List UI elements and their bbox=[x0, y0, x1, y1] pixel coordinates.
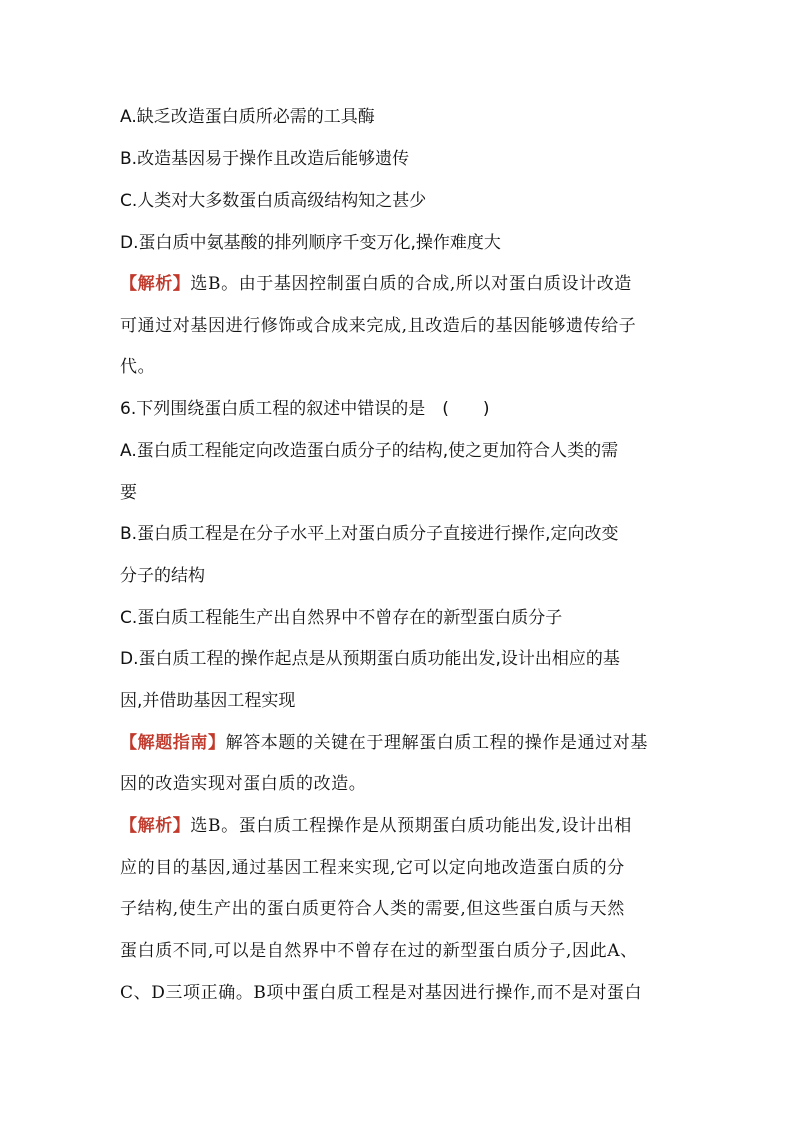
prev-option-c: C.人类对大多数蛋白质高级结构知之甚少 bbox=[120, 191, 427, 211]
prev-analysis-line-3: 代。 bbox=[120, 357, 156, 377]
analysis-tag: 【解析】 bbox=[120, 274, 191, 294]
q6-option-a-line-1: A.蛋白质工程能定向改造蛋白质分子的结构,使之更加符合人类的需 bbox=[120, 441, 619, 461]
q6-analysis-line-1 bbox=[120, 815, 676, 837]
q6-option-d-line-1: D.蛋白质工程的操作起点是从预期蛋白质功能出发,设计出相应的基 bbox=[120, 649, 620, 669]
prev-option-d: D.蛋白质中氨基酸的排列顺序千变万化,操作难度大 bbox=[120, 233, 501, 253]
q6-analysis-line-3: 子结构,使生产出的蛋白质更符合人类的需要,但这些蛋白质与天然 bbox=[120, 899, 625, 919]
q6-guide-text-1: 解答本题的关键在于理解蛋白质工程的操作是通过对基 bbox=[225, 733, 649, 753]
q6-option-d-line-2: 因,并借助基因工程实现 bbox=[120, 691, 296, 711]
q6-guide-line-2: 因的改造实现对蛋白质的改造。 bbox=[120, 774, 367, 794]
prev-analysis-line-1 bbox=[120, 273, 676, 295]
q6-option-b-line-1: B.蛋白质工程是在分子水平上对蛋白质分子直接进行操作,定向改变 bbox=[120, 524, 619, 544]
q6-analysis-line-2: 应的目的基因,通过基因工程来实现,它可以定向地改造蛋白质的分 bbox=[120, 858, 625, 878]
q6-option-b-line-2: 分子的结构 bbox=[120, 566, 205, 586]
q6-option-a-line-2: 要 bbox=[120, 483, 137, 503]
prev-analysis-text-1: 选B。由于基因控制蛋白质的合成,所以对蛋白质设计改造 bbox=[190, 274, 632, 294]
q6-analysis-line-4: 蛋白质不同,可以是自然界中不曾存在过的新型蛋白质分子,因此A、 bbox=[120, 941, 638, 961]
q6-analysis-line-5: C、D三项正确。B项中蛋白质工程是对基因进行操作,而不是对蛋白 bbox=[120, 983, 643, 1003]
prev-option-a: A.缺乏改造蛋白质所必需的工具酶 bbox=[120, 107, 375, 127]
q6-option-c: C.蛋白质工程能生产出自然界中不曾存在的新型蛋白质分子 bbox=[120, 608, 563, 628]
q6-analysis-text-1: 选B。蛋白质工程操作是从预期蛋白质功能出发,设计出相 bbox=[190, 816, 632, 836]
guide-tag: 【解题指南】 bbox=[120, 733, 226, 753]
prev-option-b: B.改造基因易于操作且改造后能够遗传 bbox=[120, 149, 410, 169]
prev-analysis-line-2: 可通过对基因进行修饰或合成来完成,且改造后的基因能够遗传给子 bbox=[120, 316, 637, 336]
question-6-stem: 6.下列围绕蛋白质工程的叙述中错误的是 ( ) bbox=[120, 399, 490, 419]
q6-guide-line-1 bbox=[120, 732, 676, 754]
analysis-tag: 【解析】 bbox=[120, 816, 191, 836]
